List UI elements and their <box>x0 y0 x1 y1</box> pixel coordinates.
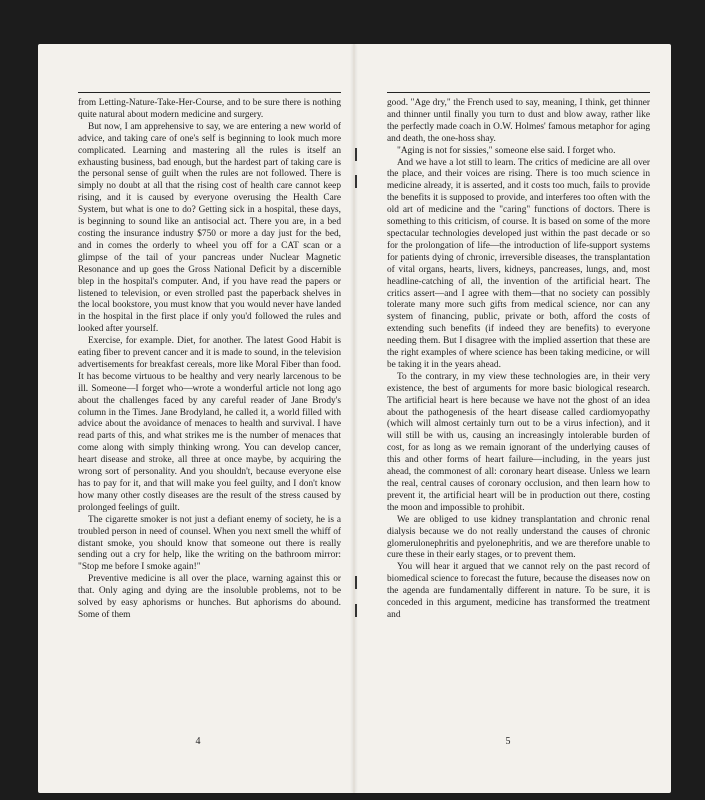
paragraph: from Letting-Nature-Take-Her-Course, and to be sure there is nothing quite natural about modern medicine and surgery. <box>78 98 341 120</box>
paragraph: But now, I am apprehensive to say, we are entering a new world of advice, and taking care of one's self is beginning to look much more complicated. Learning and mastering all the rules is itself an exhausting business, bad enough, but the hardest part of taking care is the personal sense of guilt when the rules are not followed. There is simply no doubt at all that the rising cost of health care cannot keep rising, and it is caused by everyone overusing the Health Care System, but what is one to do? Getting sick in a hospital, these days, is beginning to sound like an antisocial act. There you are, in a bed costing the insurance industry $750 or more a day just for the bed, and in comes the orderly to wheel you off for a CAT scan or a glimpse of the tail of your pancreas under Nuclear Magnetic Resonance and up goes the Gross National Deficit by a discernible blep in the hospital's computer. And, if you have read the papers or listened to television, or even strolled past the paperback shelves in the local bookstore, you must know that you would never have landed in the hospital in the first place if only you'd followed the rules and looked after yourself. <box>78 121 341 335</box>
paragraph: Exercise, for example. Diet, for another. The latest Good Habit is eating fiber to prevent cancer and it is made to sound, in the television advertisements for breakfast cereals, more like Moral Fiber than food. It has become virtuous to be healthy and very nearly larcenous to be ill. Someone—I forget who—wrote a wonderful article not long ago about the challenges faced by any careful reader of Jane Brody's column in the Times. Jane Brodyland, he called it, a world filled with advice about the avoidance of menaces to health and survival. I have read parts of this, and what strikes me is the number of menaces that come along with simply thinking wrong. You can develop cancer, heart disease and stroke, all three at once maybe, by acquiring the wrong sort of personality. And you shouldn't, because everyone else has to pay for it, and that will make you feel guilty, and I don't know how many other costly diseases are the result of the stress caused by prolonged feelings of guilt. <box>78 336 341 513</box>
paragraph: We are obliged to use kidney transplantation and chronic renal dialysis because we do not really understand the causes of chronic glomerulonephritis and pyelonephritis, and we are therefore unable to cure these in their early stages, or to prevent them. <box>387 514 650 561</box>
page-number-left: 4 <box>195 736 201 747</box>
right-page <box>387 92 650 622</box>
paragraph: good. "Age dry," the French used to say, meaning, I think, get thinner and thinner until finally you turn to dust and blow away, rather like the perfectly made coach in O.W. Holmes' famous metaphor for aging and death, the one-hoss shay. <box>387 98 650 144</box>
paragraph: You will hear it argued that we cannot rely on the past record of biomedical science to forecast the future, because the diseases now on the agenda are fundamentally different in nature. To be sure, it is conceded in this argument, medicine has transformed the treatment and <box>387 562 650 620</box>
left-page-text <box>78 98 341 622</box>
page-number-right: 5 <box>505 736 511 747</box>
staple-mark <box>355 175 357 188</box>
staple-mark <box>355 576 357 589</box>
booklet-spread <box>38 44 671 793</box>
left-page <box>78 92 341 622</box>
paragraph: "Aging is not for sissies," someone else said. I forget who. <box>397 145 616 156</box>
paragraph: To the contrary, in my view these technologies are, in their very existence, the best of arguments for more basic biological research. The artificial heart is here because we have not the ghost of an idea about the pathogenesis of the heart disease called cardiomyopathy (which will almost certainly turn out to be a virus infection), and it will still be with us, causing an increasingly intolerable burden of cost, for as long as we remain ignorant of the underlying causes of this and other forms of heart failure—including, in the years just ahead, the commonest of all: coronary heart disease. Unless we learn the real, central causes of coronary occlusion, and then learn how to prevent it, the artificial heart will be in production out there, costing the moon and impossible to prohibit. <box>387 371 650 513</box>
paragraph: And we have a lot still to learn. The critics of medicine are all over the place, and their voices are rising. There is too much science in medicine already, it is asserted, and it costs too much, fails to provide the benefits it is supposed to provide, and interferes too often with the old art of medicine and the "caring" functions of doctors. There is something to this criticism, of course. It is based on some of the more spectacular technologies developed just within the past decade or so for the prolongation of life—the introduction of life-support systems for patients dying of chronic, irreversible diseases, the transplantation of vital organs, hearts, livers, kidneys, pancreases, lungs, and, most headline-catching of all, the invention of the artificial heart. The critics assert—and I agree with them—that no society can possibly tolerate many more such gifts from medical science, nor can any system of financing, public, private or both, afford the costs of extending such benefits (if indeed they are benefits) to everyone needing them. But I disagree with the implied assertion that these are the right examples of where science has been taking medicine, or will be taking it in the years ahead. <box>387 157 650 370</box>
top-rule <box>387 92 650 93</box>
top-rule <box>78 92 341 93</box>
paragraph: Preventive medicine is all over the place, warning against this or that. Only aging and dying are the insoluble problems, not to be solved by easy aphorisms or hunches. But aphorisms do abound. Some of them <box>78 574 341 620</box>
right-page-text <box>387 98 650 622</box>
paragraph: The cigarette smoker is not just a defiant enemy of society, he is a troubled person in need of counsel. When you next smell the whiff of distant smoke, you should know that someone out there is really sending out a cry for help, like the writing on the bathroom mirror: "Stop me before I smoke again!" <box>78 514 341 573</box>
staple-mark <box>355 604 357 617</box>
staple-mark <box>355 148 357 161</box>
